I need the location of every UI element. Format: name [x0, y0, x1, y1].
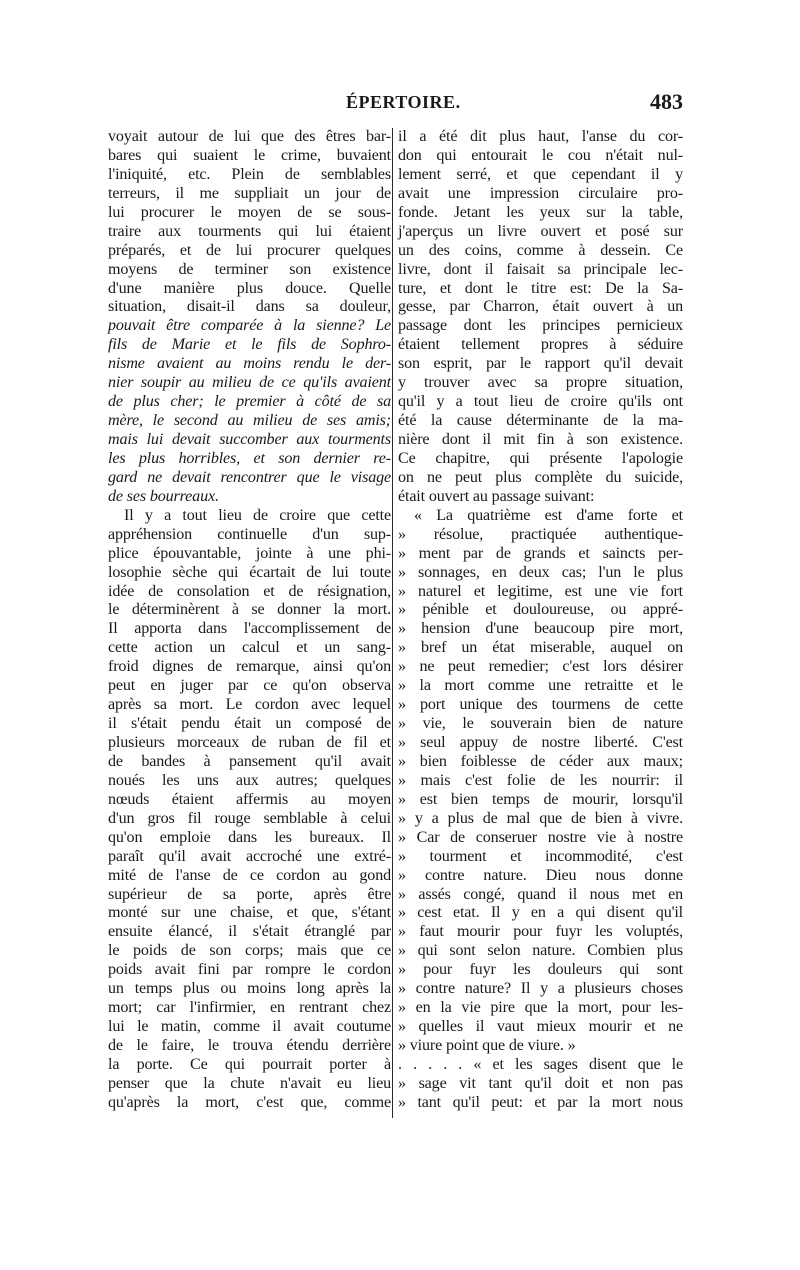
text-line: traire aux tourments qui lui étaient: [108, 222, 391, 240]
text-line: après sa mort. Le cordon avec lequel: [108, 696, 391, 714]
text-line: » résolue, practiquée authentique-: [398, 525, 683, 543]
text-line: un temps plus ou moins long après la: [108, 980, 391, 998]
text-line: nœuds étaient affermis au moyen: [108, 790, 391, 808]
text-line: son esprit, par le rapport qu'il devait: [398, 355, 683, 373]
left-text-column: [108, 128, 391, 1113]
text-line: noués les uns aux autres; quelques: [108, 771, 391, 789]
text-line: les plus horribles, et son dernier re-: [108, 449, 391, 467]
text-line: » naturel et legitime, est une vie fort: [398, 582, 683, 600]
text-line: » quelles il vaut mieux mourir et ne: [398, 1018, 683, 1036]
text-line: . . . . . « et les sages disent que le: [398, 1055, 683, 1073]
text-line: de plus cher; le premier à côté de sa: [108, 393, 391, 411]
text-line: » bref un état miserable, auquel on: [398, 639, 683, 657]
text-line: Il y a tout lieu de croire que cette: [124, 506, 391, 524]
text-line: mais lui devait succomber aux tourments: [108, 431, 391, 448]
text-line: d'une manière plus douce. Quelle: [108, 279, 391, 297]
text-line: il a été dit plus haut, l'anse du cor-: [398, 128, 683, 145]
text-line: » pour fuyr les douleurs qui sont: [398, 961, 683, 979]
text-line: d'un gros fil rouge semblable à celui: [108, 809, 391, 827]
text-line: nière dont il mit fin à son existence.: [398, 431, 683, 448]
text-line: » cest etat. Il y en a qui disent qu'il: [398, 904, 683, 922]
text-line: nier soupir au milieu de ce qu'ils avaient: [108, 374, 391, 392]
text-line: y trouver avec sa propre situation,: [398, 374, 683, 392]
text-line: j'aperçus un livre ouvert et posé sur: [398, 222, 683, 240]
text-line: l'iniquité, etc. Plein de semblables: [108, 165, 391, 183]
text-line: plusieurs morceaux de ruban de fil et: [108, 734, 391, 751]
text-line: cette action un calcul et un sang-: [108, 639, 391, 657]
text-line: » mais c'est folie de les nourrir: il: [398, 771, 683, 789]
text-line: » ne peut remedier; c'est lors désirer: [398, 658, 683, 676]
text-line: » est bien temps de mourir, lorsqu'il: [398, 790, 683, 808]
text-line: » la mort comme une retraitte et le: [398, 677, 683, 695]
text-line: nisme avaient au moins rendu le der-: [108, 355, 391, 373]
text-line: situation, disait-il dans sa douleur,: [108, 298, 391, 316]
text-line: » seul appuy de nostre liberté. C'est: [398, 734, 683, 751]
text-line: mité de l'anse de ce cordon au gond: [108, 866, 391, 884]
text-line: » faut mourir pour fuyr les voluptés,: [398, 923, 683, 941]
text-line: » ment par de grands et saincts per-: [398, 544, 683, 562]
text-line: mort; car l'infirmier, en rentrant chez: [108, 999, 391, 1017]
text-line: » y a plus de mal que de bien à vivre.: [398, 809, 683, 827]
text-line: » pénible et douloureuse, ou appré-: [398, 601, 683, 619]
text-line: était ouvert au passage suivant:: [398, 487, 595, 505]
text-line: » en la vie pire que la mort, pour les-: [398, 999, 683, 1017]
text-line: été la cause déterminante de la ma-: [398, 412, 683, 430]
text-line: gesse, par Charron, était ouvert à un: [398, 298, 683, 316]
text-line: » sage vit tant qu'il doit et non pas: [398, 1074, 683, 1092]
running-title: ÉPERTOIRE.: [346, 92, 461, 112]
text-line: » qui sont selon nature. Combien plus: [398, 942, 683, 960]
text-line: supérieur de sa porte, après être: [108, 885, 391, 903]
text-line: » assés congé, quand il nous met en: [398, 885, 683, 903]
text-line: étaient tellement propres à séduire: [398, 336, 683, 354]
text-line: Il apporta dans l'accomplissement de: [108, 620, 391, 638]
text-line: idée de consolation et de résignation,: [108, 582, 391, 600]
text-line: livre, dont il faisait sa principale lec-: [398, 260, 683, 278]
text-line: lui procurer le moyen de se sous-: [108, 203, 391, 221]
text-line: » contre nature. Dieu nous donne: [398, 866, 683, 884]
text-line: » contre nature? Il y a plusieurs choses: [398, 980, 683, 998]
text-line: de bandes à pansement qu'il avait: [108, 752, 391, 770]
text-line: préparés, et de lui procurer quelques: [108, 241, 391, 259]
text-line: lui le matin, comme il avait coutume: [108, 1018, 391, 1036]
page-header: [110, 89, 683, 118]
text-line: la porte. Ce qui pourrait porter à: [108, 1055, 391, 1073]
text-line: gard ne devait rencontrer que le visage: [108, 468, 391, 486]
text-line: » viure point que de viure. »: [398, 1037, 576, 1054]
page-number: 483: [650, 89, 683, 114]
text-line: bares qui suaient le crime, buvaient: [108, 146, 391, 164]
column-divider-rule: [392, 128, 393, 1118]
text-line: fonde. Jetant les yeux sur la table,: [398, 203, 683, 221]
text-line: qu'après la mort, c'est que, comme: [108, 1093, 391, 1111]
text-line: il s'était pendu était un composé de: [108, 715, 391, 733]
text-line: ture, et dont le titre est: De la Sa-: [398, 279, 683, 297]
text-line: de le faire, le trouva étendu derrière: [108, 1037, 391, 1054]
text-line: fils de Marie et le fils de Sophro-: [108, 336, 391, 354]
text-line: le poids de son corps; mais que ce: [108, 942, 391, 960]
text-line: appréhension continuelle d'un sup-: [108, 525, 391, 543]
text-line: Ce chapitre, qui présente l'apologie: [398, 449, 683, 467]
text-line: de ses bourreaux.: [108, 487, 219, 505]
text-line: « La quatrième est d'ame forte et: [414, 506, 683, 524]
text-line: don qui entourait le cou n'était nul-: [398, 146, 683, 164]
right-text-column: [398, 128, 683, 1113]
text-line: poids avait fini par rompre le cordon: [108, 961, 391, 979]
text-line: » Car de conseruer nostre vie à nostre: [398, 828, 683, 846]
text-line: » hension d'une beaucoup pire mort,: [398, 620, 683, 638]
text-line: pouvait être comparée à la sienne? Le: [108, 317, 391, 335]
text-line: on ne peut plus complète du suicide,: [398, 468, 683, 486]
text-line: » sonnages, en deux cas; l'un le plus: [398, 563, 683, 581]
text-line: monté sur une chaise, et que, s'étant: [108, 904, 391, 922]
text-line: froid dignes de remarque, ainsi qu'on: [108, 658, 391, 676]
text-line: » bien foiblesse de céder aux maux;: [398, 752, 683, 770]
text-line: plice épouvantable, jointe à une phi-: [108, 544, 391, 562]
text-line: mère, le second au milieu de ses amis;: [108, 412, 391, 430]
text-line: » tant qu'il peut: et par la mort nous: [398, 1093, 683, 1111]
text-line: qu'il y a tout lieu de croire qu'ils ont: [398, 393, 683, 411]
text-line: penser que la chute n'avait eu lieu: [108, 1074, 391, 1092]
text-line: » vie, le souverain bien de nature: [398, 715, 683, 733]
text-line: peut en juger par ce qu'on observa: [108, 677, 391, 695]
text-line: moyens de terminer son existence: [108, 260, 391, 278]
text-line: paraît qu'il avait accroché une extré-: [108, 847, 391, 865]
text-line: terreurs, il me suppliait un jour de: [108, 184, 391, 202]
text-line: qu'on emploie dans les bureaux. Il: [108, 828, 391, 846]
text-line: » port unique des tourmens de cette: [398, 696, 683, 714]
text-line: losophie sèche qui écartait de lui toute: [108, 563, 391, 581]
text-line: le déterminèrent à se donner la mort.: [108, 601, 391, 619]
text-line: passage dont les principes pernicieux: [398, 317, 683, 335]
text-line: ensuite élancé, il s'était étranglé par: [108, 923, 391, 941]
text-line: voyait autour de lui que des êtres bar-: [108, 128, 391, 145]
text-line: un des coins, comme à dessein. Ce: [398, 241, 683, 259]
text-line: lement serré, et que cependant il y: [398, 165, 683, 183]
text-line: avait une impression circulaire pro-: [398, 184, 683, 202]
text-line: » tourment et incommodité, c'est: [398, 847, 683, 865]
